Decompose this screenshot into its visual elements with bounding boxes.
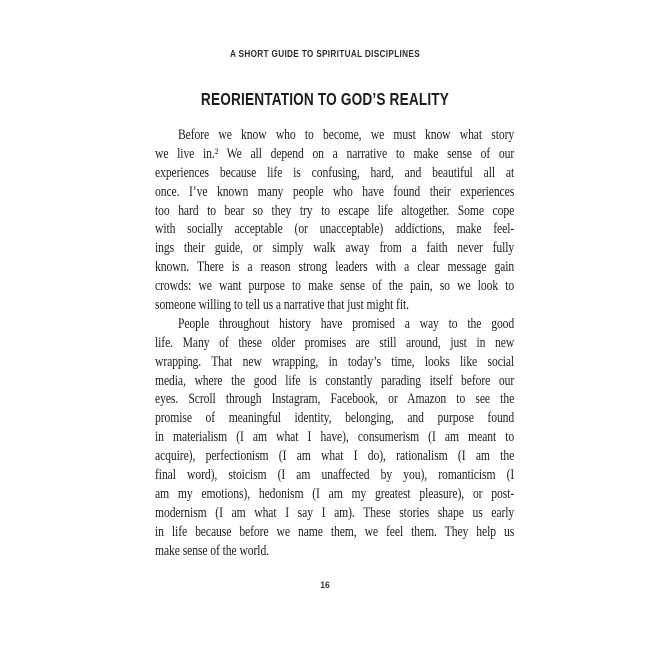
text-line-p1-l4: once. I’ve known many people who have found their experiences xyxy=(155,183,515,200)
text-line-p2-l6: promise of meaningful identity, belonging, and purpose found xyxy=(155,410,515,427)
text-line-p1-l8: known. There is a reason strong leaders with a clear message gain xyxy=(155,259,515,276)
page-number: 16 xyxy=(320,580,330,591)
text-line-p2-l12: in life because before we name them, we feel them. They help us xyxy=(155,523,515,540)
text-line-p2-l1: People throughout history have promised a way to the good xyxy=(177,315,515,332)
text-line-p2-l4: media, where the good life is constantly parading itself before our xyxy=(155,372,515,389)
text-line-p2-l9: final word), stoicism (I am unaffected by you), romanticism (I xyxy=(155,467,515,484)
text-line-p2-l7: in materialism (I am what I have), consumerism (I am meant to xyxy=(155,429,515,446)
text-line-p1-l9: crowds: we want purpose to make sense of the pain, so we look to xyxy=(155,278,515,295)
text-line-p1-l3: experiences because life is confusing, hard, and beautiful all at xyxy=(155,164,515,181)
text-line-p2-l8: acquire), perfectionism (I am what I do), rationalism (I am the xyxy=(155,448,515,465)
text-line-p2-l5: eyes. Scroll through Instagram, Facebook, or Amazon to see the xyxy=(155,391,515,408)
text-line-p2-l2: life. Many of these older promises are still around, just in new xyxy=(155,334,515,351)
text-line-p1-l2: we live in.² We all depend on a narrative to make sense of our xyxy=(155,145,515,162)
text-line-p1-l10: someone willing to tell us a narrative that just might fit. xyxy=(155,297,409,314)
text-line-p1-l6: with socially acceptable (or unacceptable) addictions, make feel- xyxy=(155,221,515,238)
running-header: A SHORT GUIDE TO SPIRITUAL DISCIPLINES xyxy=(229,49,421,60)
text-line-p2-l3: wrapping. That new wrapping, in today’s time, looks like social xyxy=(155,353,515,370)
chapter-title: REORIENTATION TO GOD’S REALITY xyxy=(200,89,450,109)
text-line-p1-l5: too hard to bear so they try to escape life altogether. Some cope xyxy=(155,202,515,219)
body-text xyxy=(155,126,514,560)
text-line-p2-l11: modernism (I am what I say I am). These stories shape us early xyxy=(155,504,515,521)
text-line-p1-l7: ings their guide, or simply walk away from a faith never fully xyxy=(155,240,515,257)
text-line-p2-l13: make sense of the world. xyxy=(155,542,270,559)
text-line-p1-l1: Before we know who to become, we must know what story xyxy=(177,127,515,143)
text-line-p2-l10: am my emotions), hedonism (I am my greatest pleasure), or post- xyxy=(155,485,515,502)
